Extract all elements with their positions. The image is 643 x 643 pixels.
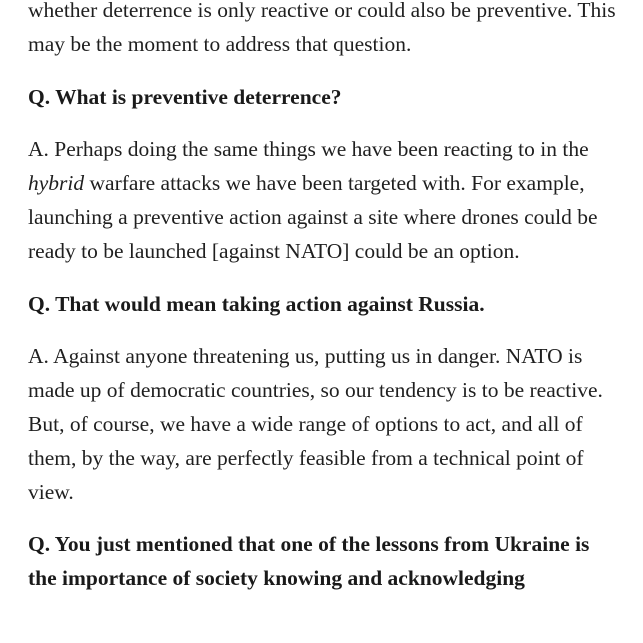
question-preventive-deterrence: Q. What is preventive deterrence? bbox=[28, 84, 342, 109]
article-body bbox=[28, 0, 618, 615]
question-lessons-from-ukraine: Q. You just mentioned that one of the lessons from Ukraine is the importance of society knowing and acknowledging bbox=[28, 532, 590, 591]
answer-italic-hybrid: hybrid bbox=[28, 171, 85, 196]
answer-preventive-deterrence bbox=[28, 133, 618, 268]
paragraph-intro: whether deterrence is only reactive or could also be preventive. This may be the moment to address that question. bbox=[28, 0, 616, 56]
answer-options-to-act: A. Against anyone threatening us, putting us in danger. NATO is made up of democratic countries, so our tendency is to be reactive. But, of course, we have a wide range of options to act, and all of them, by the way, are perfectly feasible from a technical point of view. bbox=[28, 344, 603, 504]
answer-text-start: A. Perhaps doing the same things we have been reacting to in the bbox=[28, 137, 589, 162]
answer-text-end: warfare attacks we have been targeted with. For example, launching a preventive action against a site where drones could be ready to be launched [against NATO] could be an option. bbox=[28, 171, 598, 263]
question-action-against-russia: Q. That would mean taking action against Russia. bbox=[28, 291, 485, 316]
